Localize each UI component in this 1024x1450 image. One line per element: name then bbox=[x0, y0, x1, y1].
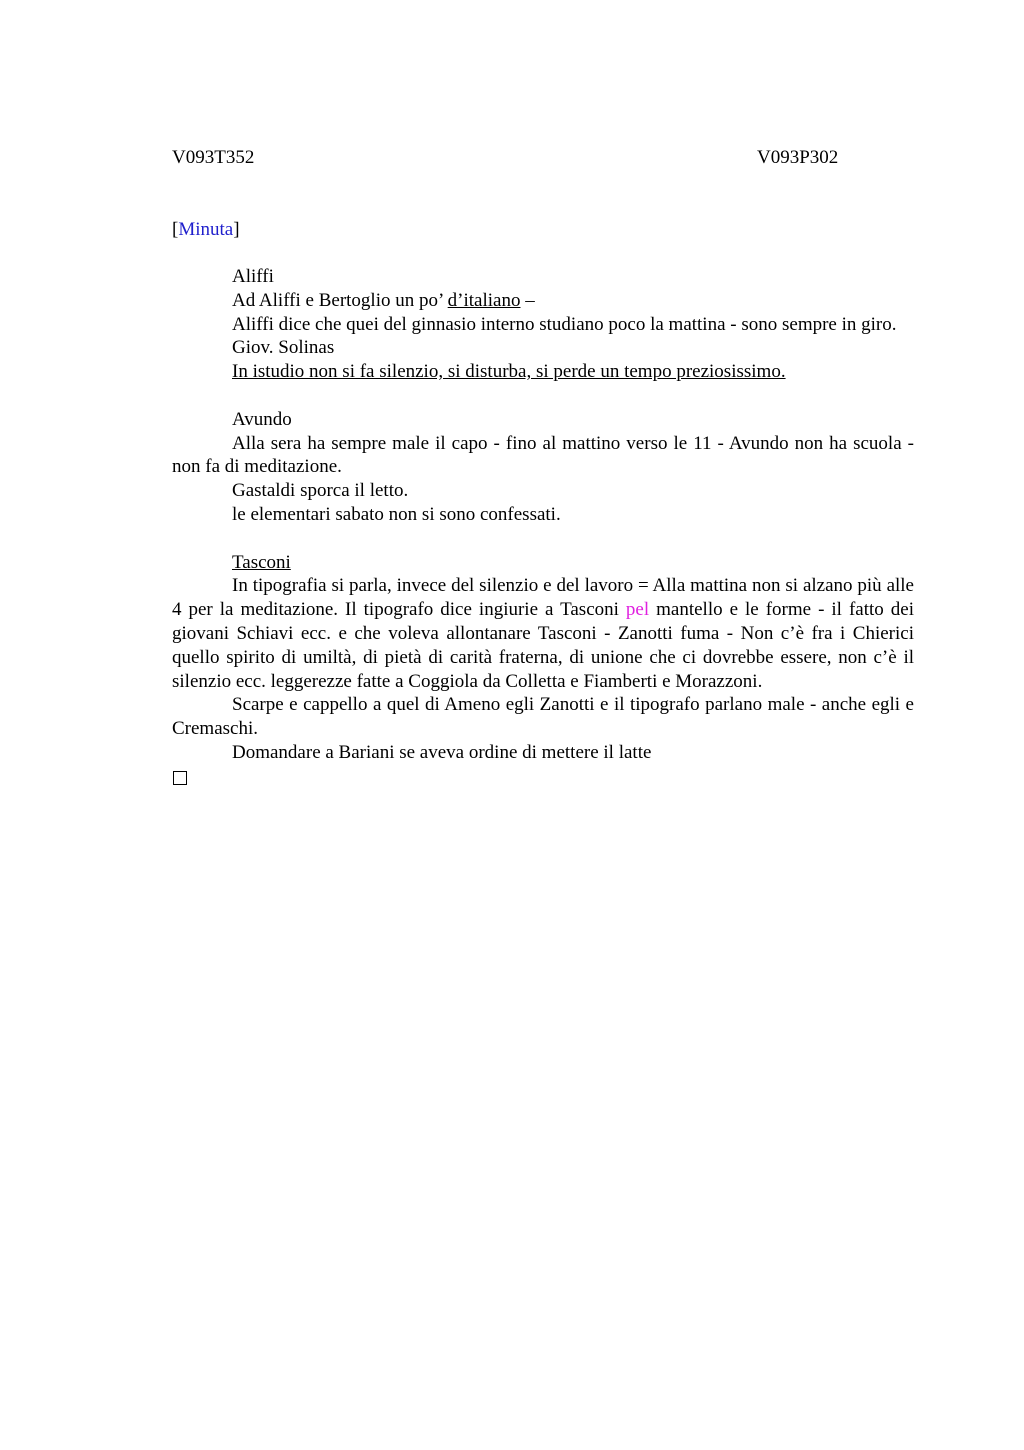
tag-word: Minuta bbox=[178, 219, 234, 240]
tasconi-para-1-text-b: mantello e le forme - il fatto dei giovani Schiavi ecc. e che voleva allontanare Tasconi - Zanotti fuma - Non c’è fra i Chierici quello spirito di umiltà, di pietà di carità fraterna, di unione che ci dovrebbe essere, non c’è il silenzio ecc. leggerezze fatte a Coggiola da Colletta e Fiamberti e Morazzoni. bbox=[172, 599, 914, 692]
avundo-line-1: Alla sera ha sempre male il capo - fino al mattino verso le 11 - Avundo non ha scuola - non fa di meditazione. bbox=[172, 432, 914, 478]
tasconi-paragraph-3: Domandare a Bariani se aveva ordine di mettere il latte bbox=[232, 741, 652, 763]
avundo-line-3: le elementari sabato non si sono confessati. bbox=[232, 503, 561, 525]
solinas-line-1 bbox=[172, 360, 914, 384]
solinas-line-1-underlined: In istudio non si fa silenzio, si disturba, si perde un tempo preziosissimo. bbox=[232, 361, 786, 383]
section-title-solinas: Giov. Solinas bbox=[232, 337, 335, 359]
aliffi-line-1-text: Ad Aliffi e Bertoglio un po’ bbox=[232, 289, 448, 311]
tag-bracket-open: [ bbox=[172, 219, 179, 240]
tasconi-para-1-marked-word: pel bbox=[625, 599, 650, 621]
square-outline-icon bbox=[173, 771, 187, 785]
document-page bbox=[172, 145, 914, 785]
document-code-right: V093P302 bbox=[757, 147, 839, 168]
avundo-line-2: Gastaldi sporca il letto. bbox=[232, 480, 409, 502]
tag-bracket-close: ] bbox=[233, 219, 240, 240]
aliffi-line-1 bbox=[172, 289, 914, 313]
tasconi-para-1-text-a: In tipografia si parla, invece del silenzio e del lavoro = Alla mattina non si alzano più alle 4 per la meditazione. Il tipografo dice ingiurie a Tasconi bbox=[172, 575, 914, 621]
document-body bbox=[172, 265, 914, 785]
aliffi-line-2: Aliffi dice che quei del ginnasio interno studiano poco la mattina - sono sempre in giro. bbox=[232, 313, 897, 335]
tasconi-paragraph-1 bbox=[172, 574, 914, 693]
section-title-aliffi: Aliffi bbox=[232, 266, 274, 287]
section-title-tasconi bbox=[172, 551, 914, 575]
section-title-avundo: Avundo bbox=[232, 408, 292, 430]
page-header bbox=[172, 145, 914, 171]
tasconi-title-underlined: Tasconi bbox=[232, 551, 291, 573]
paragraph-gap bbox=[172, 527, 914, 551]
paragraph-gap bbox=[172, 384, 914, 408]
tasconi-paragraph-2: Scarpe e cappello a quel di Ameno egli Zanotti e il tipografo parlano male - anche egli e Cremaschi. bbox=[172, 694, 914, 740]
aliffi-line-1-underlined: d’italiano bbox=[447, 289, 521, 311]
document-type-tag bbox=[172, 218, 914, 242]
document-code-left: V093T352 bbox=[172, 147, 255, 168]
aliffi-line-1-dash: – bbox=[520, 289, 535, 311]
